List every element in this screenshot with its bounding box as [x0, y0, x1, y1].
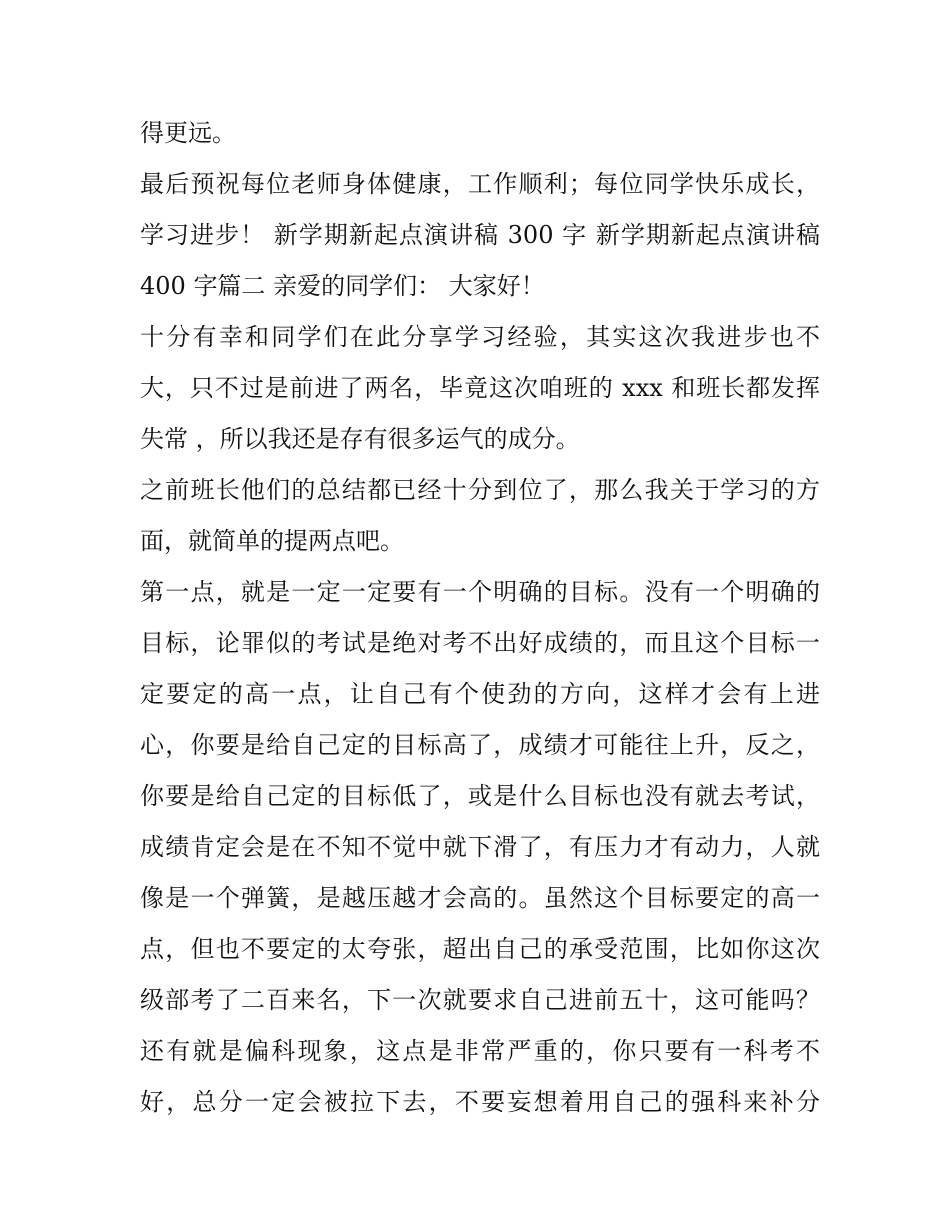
text-line: 400 字篇二 亲爱的同学们： 大家好！ [140, 272, 545, 300]
text-line: 定要定的高一点，让自己有个使劲的方向，这样才会有上进 [140, 680, 820, 708]
text-line: 学习进步！ 新学期新起点演讲稿 300 字 新学期新起点演讲稿 [140, 221, 820, 249]
text-line: 面，就简单的提两点吧。 [140, 527, 404, 555]
text-line: 十分有幸和同学们在此分享学习经验，其实这次我进步也不 [140, 323, 820, 351]
text-line: 好，总分一定会被拉下去，不要妄想着用自己的强科来补分 [140, 1088, 820, 1116]
text-line: 级部考了二百来名，下一次就要求自己进前五十，这可能吗？ [140, 986, 820, 1014]
text-line: 心，你要是给自己定的目标高了，成绩才可能往上升，反之， [140, 731, 820, 759]
text-line: 第一点，就是一定一定要有一个明确的目标。没有一个明确的 [140, 578, 820, 606]
text-line: 点，但也不要定的太夸张，超出自己的承受范围，比如你这次 [140, 935, 820, 963]
text-line: 像是一个弹簧，是越压越才会高的。虽然这个目标要定的高一 [140, 884, 820, 912]
text-line: 之前班长他们的总结都已经十分到位了，那么我关于学习的方 [140, 476, 820, 504]
text-line: 你要是给自己定的目标低了，或是什么目标也没有就去考试， [140, 782, 820, 810]
text-line: 还有就是偏科现象，这点是非常严重的，你只要有一科考不 [140, 1037, 820, 1065]
text-line: 目标，论罪似的考试是绝对考不出好成绩的，而且这个目标一 [140, 629, 820, 657]
text-line: 最后预祝每位老师身体健康，工作顺利；每位同学快乐成长， [140, 170, 820, 198]
text-line: 成绩肯定会是在不知不觉中就下滑了，有压力才有动力，人就 [140, 833, 820, 861]
text-line: 失常 ，所以我还是存有很多运气的成分。 [140, 425, 580, 453]
text-line: 得更远。 [140, 119, 236, 147]
document-body [140, 108, 820, 1128]
text-line: 大，只不过是前进了两名，毕竟这次咱班的 xxx 和班长都发挥 [140, 374, 820, 402]
